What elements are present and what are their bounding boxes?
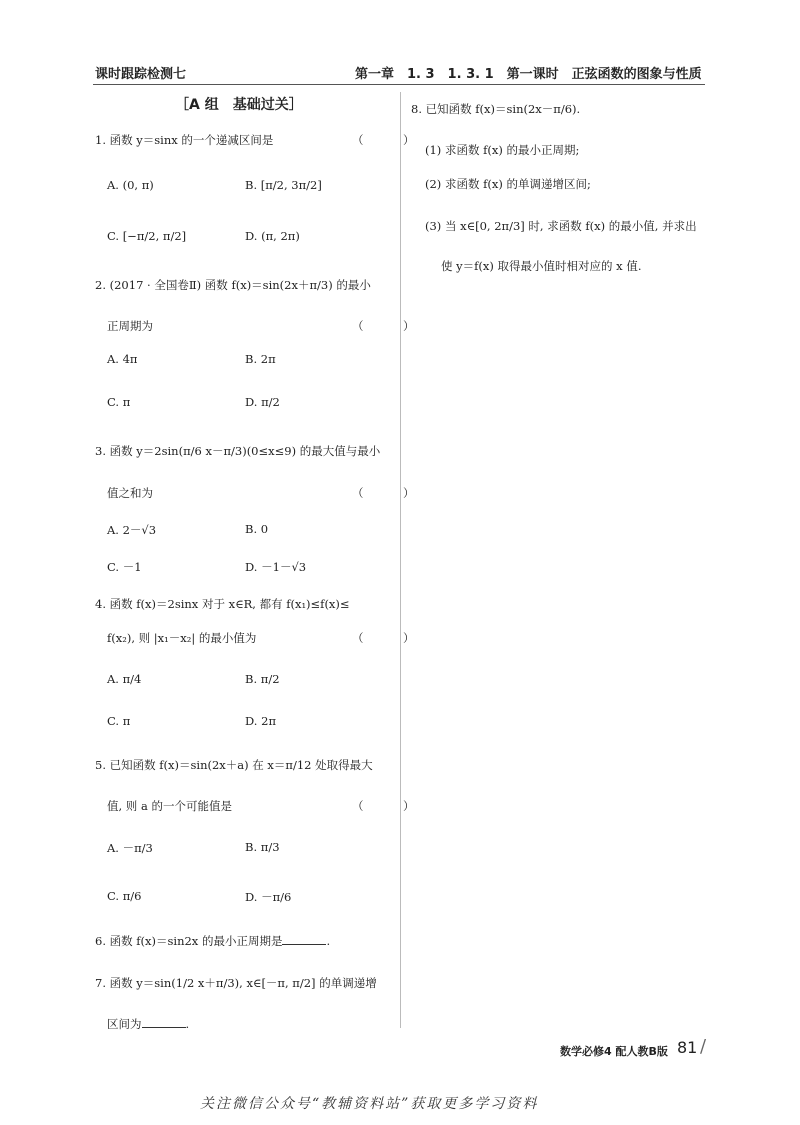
q2-option-a: A. 4π xyxy=(107,352,138,366)
bottom-handwritten-note: 关注微信公众号“教辅资料站”获取更多学习资料 xyxy=(200,1096,539,1112)
q3-answer-paren: （ ） xyxy=(352,486,429,500)
q2-answer-paren: （ ） xyxy=(352,319,429,333)
q2-option-b: B. 2π xyxy=(245,352,276,366)
q7-stem: 7. 函数 y＝sin(1/2 x＋π/3), x∈[－π, π/2] 的单调递增 xyxy=(95,976,377,990)
header-left: 课时跟踪检测七 xyxy=(95,67,187,82)
section-title: ［A 组 基础过关］ xyxy=(175,97,303,113)
page-number: 81 xyxy=(677,1038,698,1057)
q8-part-3: (3) 当 x∈[0, 2π/3] 时, 求函数 f(x) 的最小值, 并求出 xyxy=(425,219,697,233)
q4-option-d: D. 2π xyxy=(245,714,276,728)
q2-option-c: C. π xyxy=(107,395,131,409)
q1-option-d: D. (π, 2π) xyxy=(245,229,300,243)
q6-stem: 6. 函数 f(x)＝sin2x 的最小正周期是 xyxy=(95,934,283,948)
q2-option-d: D. π/2 xyxy=(245,395,280,409)
q7-line2 xyxy=(107,1015,189,1032)
q1-answer-paren: （ ） xyxy=(352,133,429,147)
q7-stem-cont: 区间为 xyxy=(107,1017,142,1031)
q5-option-d: D. －π/6 xyxy=(245,890,292,904)
q4-option-c: C. π xyxy=(107,714,131,728)
header-rule xyxy=(93,84,705,85)
q1-option-c: C. [−π/2, π/2] xyxy=(107,229,187,243)
q1-option-a: A. (0, π) xyxy=(107,178,154,192)
q8-part-2: (2) 求函数 f(x) 的单调递增区间; xyxy=(425,177,591,191)
q4-option-b: B. π/2 xyxy=(245,672,280,686)
q5-answer-paren: （ ） xyxy=(352,799,429,813)
q7-tail: . xyxy=(185,1017,190,1031)
q3-option-c: C. －1 xyxy=(107,560,142,574)
q4-answer-paren: （ ） xyxy=(352,631,429,645)
page-slash-mark: / xyxy=(700,1036,707,1057)
q3-option-d: D. －1－√3 xyxy=(245,560,307,574)
column-divider xyxy=(400,92,401,1028)
q5-option-a: A. －π/3 xyxy=(107,841,153,855)
q1-stem: 1. 函数 y＝sinx 的一个递减区间是 xyxy=(95,133,274,147)
q1-option-b: B. [π/2, 3π/2] xyxy=(245,178,322,192)
q4-stem: 4. 函数 f(x)＝2sinx 对于 x∈R, 都有 f(x₁)≤f(x)≤ xyxy=(95,597,350,611)
q6-tail: . xyxy=(326,934,331,948)
q5-stem: 5. 已知函数 f(x)＝sin(2x＋a) 在 x＝π/12 处取得最大 xyxy=(95,758,373,772)
q4-option-a: A. π/4 xyxy=(107,672,142,686)
q3-stem-cont: 值之和为 xyxy=(107,486,153,500)
q6-answer-blank[interactable] xyxy=(282,932,326,945)
q2-stem: 2. (2017 · 全国卷Ⅱ) 函数 f(x)＝sin(2x＋π/3) 的最小 xyxy=(95,278,371,292)
header-right: 第一章 1. 3 1. 3. 1 第一课时 正弦函数的图象与性质 xyxy=(355,67,702,82)
q6-line xyxy=(95,932,330,949)
q3-option-b: B. 0 xyxy=(245,522,269,536)
q8-part-1: (1) 求函数 f(x) 的最小正周期; xyxy=(425,143,580,157)
q5-stem-cont: 值, 则 a 的一个可能值是 xyxy=(107,799,232,813)
q3-stem: 3. 函数 y＝2sin(π/6 x－π/3)(0≤x≤9) 的最大值与最小 xyxy=(95,444,381,458)
q8-part-3-cont: 使 y＝f(x) 取得最小值时相对应的 x 值. xyxy=(441,259,642,273)
footer-badge: 数学必修4 配人教B版 xyxy=(560,1045,668,1058)
q8-stem: 8. 已知函数 f(x)＝sin(2x－π/6). xyxy=(411,102,581,116)
q4-stem-cont: f(x₂), 则 |x₁－x₂| 的最小值为 xyxy=(107,631,257,645)
q5-option-b: B. π/3 xyxy=(245,840,280,854)
q2-stem-cont: 正周期为 xyxy=(107,319,153,333)
q7-answer-blank[interactable] xyxy=(142,1015,186,1028)
q3-option-a: A. 2－√3 xyxy=(107,523,157,537)
q5-option-c: C. π/6 xyxy=(107,889,142,903)
